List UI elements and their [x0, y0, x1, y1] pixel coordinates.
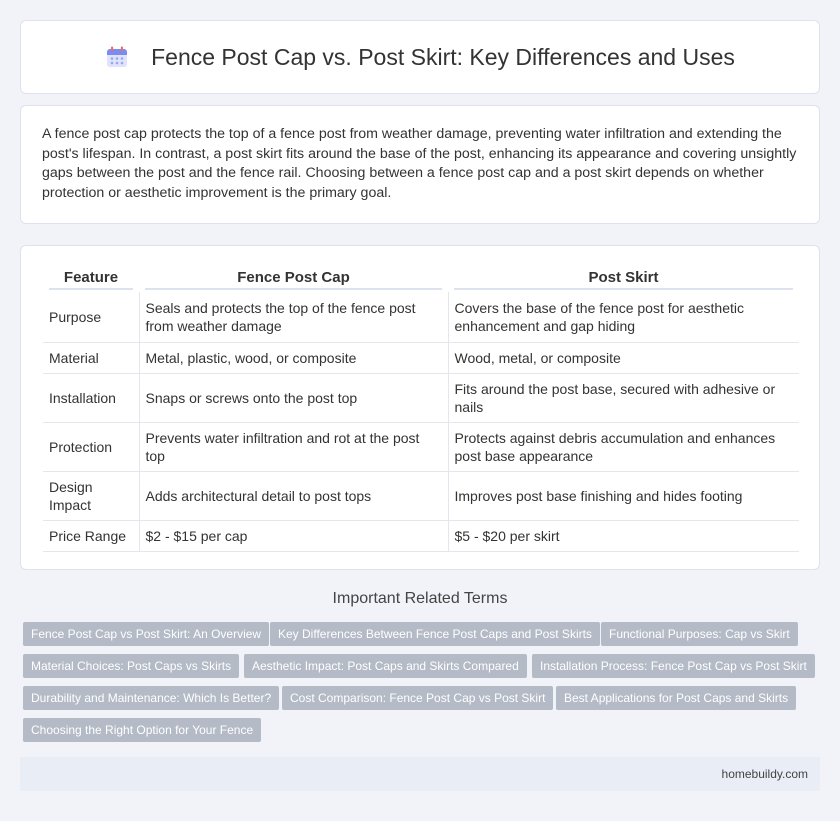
skirt-cell: Protects against debris accumulation and enhances post base appearance: [448, 422, 799, 471]
feature-cell: Design Impact: [43, 471, 139, 520]
related-term-tag[interactable]: Material Choices: Post Caps vs Skirts: [23, 654, 239, 678]
cap-cell: Adds architectural detail to post tops: [139, 471, 448, 520]
footer: [20, 757, 820, 791]
feature-cell: Material: [43, 342, 139, 373]
feature-cell: Installation: [43, 373, 139, 422]
cap-cell: Metal, plastic, wood, or composite: [139, 342, 448, 373]
feature-cell: Price Range: [43, 520, 139, 551]
skirt-cell: $5 - $20 per skirt: [448, 520, 799, 551]
cap-cell: Seals and protects the top of the fence post from weather damage: [139, 292, 448, 342]
cap-cell: Snaps or screws onto the post top: [139, 373, 448, 422]
cap-cell: Prevents water infiltration and rot at the post top: [139, 422, 448, 471]
skirt-cell: Covers the base of the fence post for aesthetic enhancement and gap hiding: [448, 292, 799, 342]
related-term-tag[interactable]: Functional Purposes: Cap vs Skirt: [601, 622, 798, 646]
table-row: [43, 292, 799, 342]
table-row: [43, 520, 799, 551]
cap-cell: $2 - $15 per cap: [139, 520, 448, 551]
feature-cell: Protection: [43, 422, 139, 471]
related-term-tag[interactable]: Aesthetic Impact: Post Caps and Skirts Compared: [244, 654, 527, 678]
intro-paragraph: A fence post cap protects the top of a fence post from weather damage, preventing water infiltration and extending the post's lifespan. In contrast, a post skirt fits around the base of the post, enhancing its appearance and covering unsightly gaps between the post and the fence rail. Choosing between a fence post cap and a post skirt depends on whether protection or aesthetic improvement is the primary goal.: [42, 126, 797, 201]
header-fence-post-cap: Fence Post Cap: [139, 266, 448, 292]
footer-site[interactable]: homebuildy.com: [721, 767, 808, 781]
calendar-icon: [105, 45, 129, 69]
table-row: [43, 373, 799, 422]
title-card: [20, 20, 820, 94]
skirt-cell: Wood, metal, or composite: [448, 342, 799, 373]
related-terms-title: Important Related Terms: [332, 590, 508, 607]
comparison-card: [20, 245, 820, 570]
header-post-skirt: Post Skirt: [448, 266, 799, 292]
table-row: [43, 342, 799, 373]
related-term-tag[interactable]: Best Applications for Post Caps and Skirts: [556, 686, 796, 710]
header-feature: Feature: [43, 266, 139, 292]
table-row: [43, 422, 799, 471]
related-term-tag[interactable]: Fence Post Cap vs Post Skirt: An Overview: [23, 622, 269, 646]
feature-cell: Purpose: [43, 292, 139, 342]
table-row: [43, 471, 799, 520]
related-term-tag[interactable]: Durability and Maintenance: Which Is Better?: [23, 686, 279, 710]
related-term-tag[interactable]: Installation Process: Fence Post Cap vs Post Skirt: [532, 654, 815, 678]
related-term-tag[interactable]: Cost Comparison: Fence Post Cap vs Post Skirt: [282, 686, 553, 710]
related-term-tag[interactable]: Key Differences Between Fence Post Caps and Post Skirts: [270, 622, 600, 646]
skirt-cell: Fits around the post base, secured with adhesive or nails: [448, 373, 799, 422]
page-title: Fence Post Cap vs. Post Skirt: Key Differences and Uses: [151, 43, 735, 70]
comparison-table: [43, 266, 799, 552]
intro-card: [20, 105, 820, 224]
skirt-cell: Improves post base finishing and hides footing: [448, 471, 799, 520]
related-term-tag[interactable]: Choosing the Right Option for Your Fence: [23, 718, 261, 742]
